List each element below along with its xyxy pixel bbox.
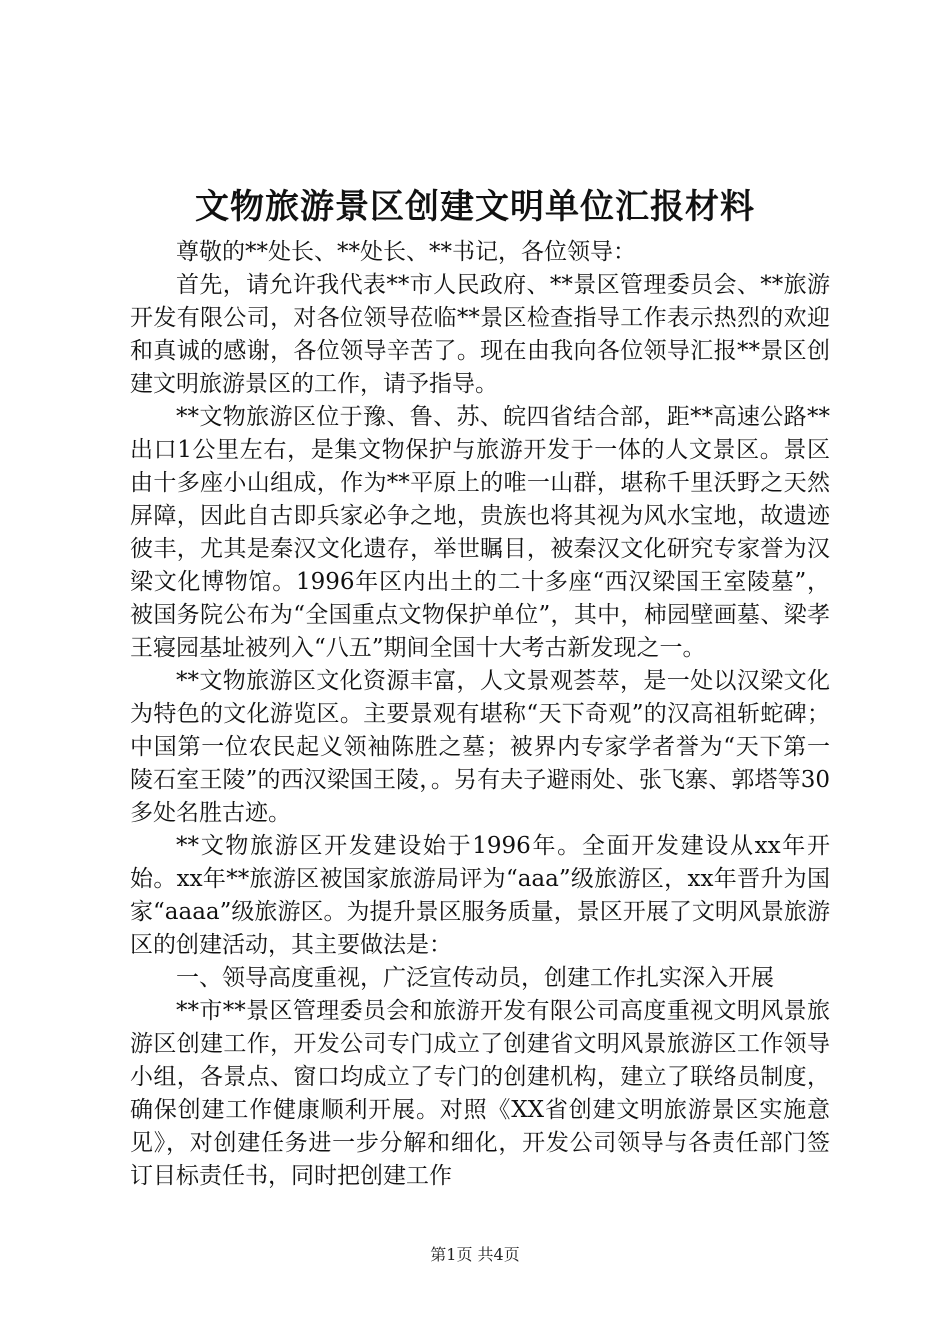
paragraph-location: **文物旅游区位于豫、鲁、苏、皖四省结合部，距**高速公路**出口1公里左右，是集文物保护与旅游开发于一体的人文景区。景区由十多座小山组成，作为**平原上的唯一山群，堪称千里沃野之天然屏障，因此自古即兵家必争之地，贵族也将其视为风水宝地，故遗迹彼丰，尤其是秦汉文化遗存，举世瞩目，被秦汉文化研究专家誉为汉梁文化博物馆。1996年区内出土的二十多座“西汉梁国王室陵墓”，被国务院公布为“全国重点文物保护单位”，其中，柿园壁画墓、梁孝王寝园基址被列入“八五”期间全国十大考古新发现之一。 xyxy=(130,404,830,661)
paragraph-resources: **文物旅游区文化资源丰富，人文景观荟萃，是一处以汉梁文化为特色的文化游览区。主要景观有堪称“天下奇观”的汉高祖斩蛇碑；中国第一位农民起义领袖陈胜之墓；被界内专家学者誉为“天下第一陵石室王陵”的西汉梁国王陵，。另有夫子避雨处、张飞寨、郭塔等30多处名胜古迹。 xyxy=(130,668,830,826)
paragraph-salutation: 尊敬的**处长、**处长、**书记，各位领导： xyxy=(176,239,636,265)
section-heading-1: 一、领导高度重视，广泛宣传动员，创建工作扎实深入开展 xyxy=(176,965,774,991)
paragraph-development: **文物旅游区开发建设始于1996年。全面开发建设从xx年开始。xx年**旅游区被国家旅游局评为“aaa”级旅游区，xx年晋升为国家“aaaa”级旅游区。为提升景区服务质量，景区开展了文明风景旅游区的创建活动，其主要做法是： xyxy=(130,833,830,958)
page-number: 第1页 共4页 xyxy=(430,1245,520,1264)
paragraph-welcome: 首先，请允许我代表**市人民政府、**景区管理委员会、**旅游开发有限公司，对各位领导莅临**景区检查指导工作表示热烈的欢迎和真诚的感谢，各位领导辛苦了。现在由我向各位领导汇报**景区创建文明旅游景区的工作，请予指导。 xyxy=(130,272,830,397)
document-body xyxy=(130,236,830,1193)
paragraph-leadership: **市**景区管理委员会和旅游开发有限公司高度重视文明风景旅游区创建工作，开发公司专门成立了创建省文明风景旅游区工作领导小组，各景点、窗口均成立了专门的创建机构，建立了联络员制度，确保创建工作健康顺利开展。对照《XX省创建文明旅游景区实施意见》，对创建任务进一步分解和细化，开发公司领导与各责任部门签订目标责任书，同时把创建工作 xyxy=(130,998,830,1189)
document-title: 文物旅游景区创建文明单位汇报材料 xyxy=(195,187,755,227)
